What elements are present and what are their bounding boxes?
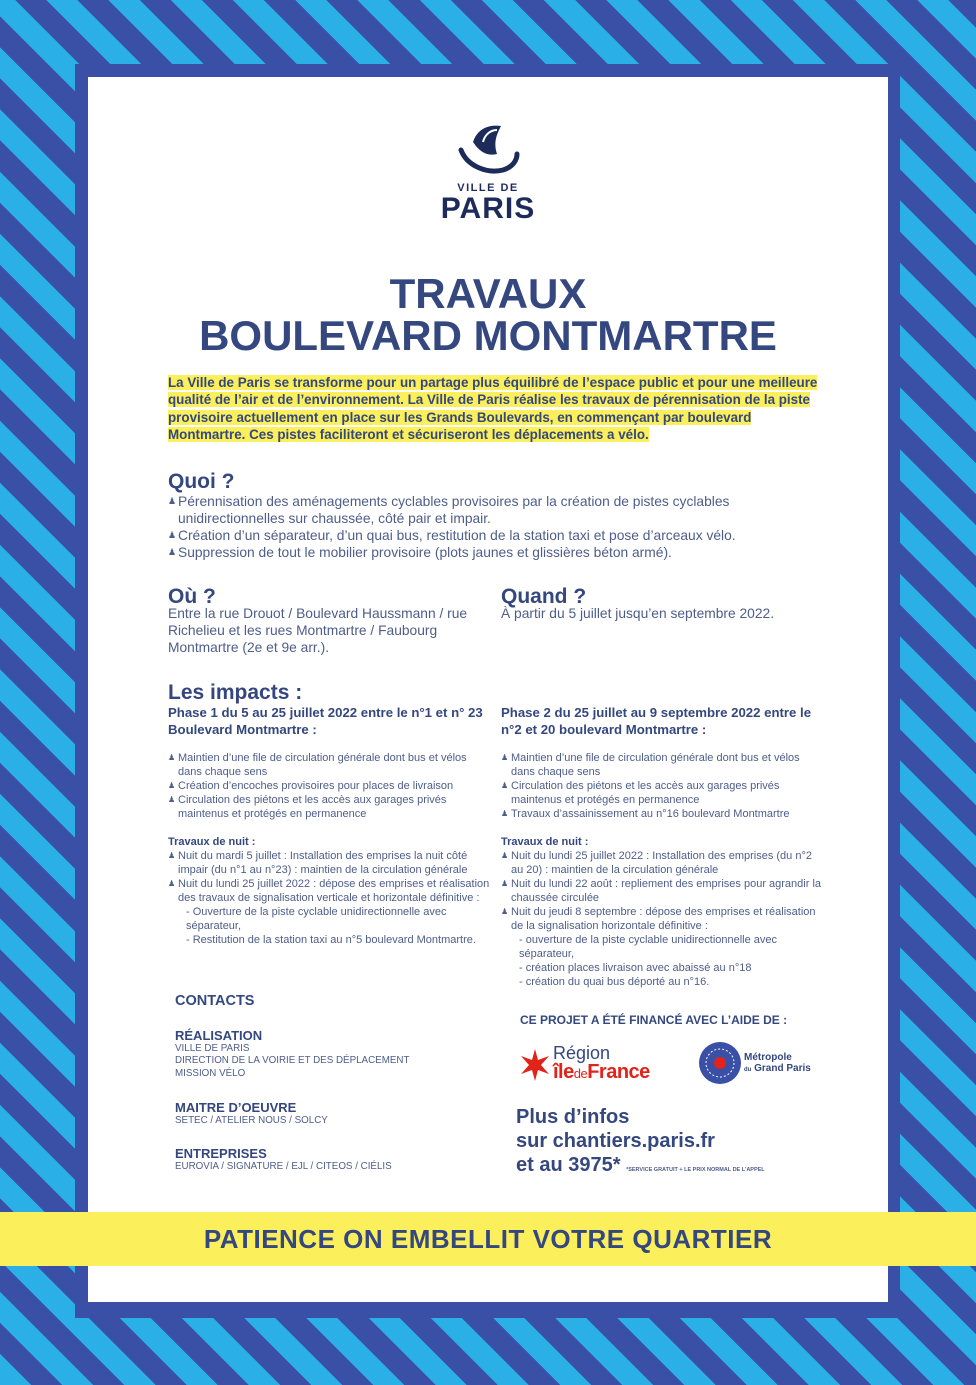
list-item: ♟ Circulation des piétons et les accès aux garages privés maintenus et protégés en permanence — [168, 793, 490, 821]
list-item: ♟ Nuit du lundi 25 juillet 2022 : dépose des emprises et réalisation des travaux de signalisation verticale et horizontale définitive : — [168, 877, 490, 905]
list-item: ♟ Nuit du lundi 25 juillet 2022 : Installation des emprises (du n°2 au 20) : maintien de la circulation générale — [501, 849, 826, 877]
list-item: ♟ Création d’encoches provisoires pour places de livraison — [168, 779, 490, 793]
list-subitem: - ouverture de la piste cyclable unidirectionnelle avec séparateur, — [519, 934, 778, 960]
list-item: ♟ Maintien d’une file de circulation générale dont bus et vélos dans chaque sens — [168, 751, 490, 779]
phase1-night-heading: Travaux de nuit : — [168, 836, 256, 848]
logo-text-paris: PARIS — [440, 192, 536, 225]
quoi-list — [168, 493, 828, 561]
metropole-line2 — [744, 1063, 811, 1076]
contact-line: EUROVIA / SIGNATURE / EJL / CITEOS / CIÉLIS — [175, 1161, 392, 1172]
list-item: ♟ Création d’un séparateur, d’un quai bus, restitution de la station taxi et pose d’arceaux vélo. — [168, 527, 828, 544]
metropole-line1: Métropole — [744, 1052, 792, 1063]
page-title-line1: TRAVAUX — [389, 270, 587, 317]
list-item: ♟ Suppression de tout le mobilier provisoire (plots jaunes et glissières béton armé). — [168, 544, 828, 561]
phase1-title: Phase 1 du 5 au 25 juillet 2022 entre le n°1 et n° 23 Boulevard Montmartre : — [168, 705, 483, 737]
list-item: ♟ Travaux d’assainissement au n°16 boulevard Montmartre — [501, 807, 826, 821]
list-item: ♟ Nuit du mardi 5 juillet : Installation des emprises la nuit côté impair (du n°1 au n°23) : maintien de la circulation générale — [168, 849, 490, 877]
contact-realisation-label: RÉALISATION — [175, 1028, 263, 1043]
bottom-banner: PATIENCE ON EMBELLIT VOTRE QUARTIER — [0, 1212, 976, 1266]
list-item: ♟ Nuit du jeudi 8 septembre : dépose des emprises et réalisation de la signalisation horizontale définitive : — [501, 905, 826, 933]
intro-paragraph — [168, 374, 828, 443]
page-title-line2: BOULEVARD MONTMARTRE — [199, 312, 777, 359]
contact-maitre-label: MAITRE D’OEUVRE — [175, 1100, 297, 1115]
intro-highlight: La Ville de Paris se transforme pour un partage plus équilibré de l’espace public et pour une meilleure qualité de l’air et de l’environnement. La Ville de Paris réalise les travaux de pérennisation de la piste provisoire actuellement en place sur les Grands Boulevards, en commençant par boulevard Montmartre. Ces pistes faciliteront et sécuriseront les déplacements a vélo. — [168, 375, 818, 442]
more-info-block — [516, 1105, 816, 1182]
contact-maitre — [175, 1100, 485, 1127]
region-name-line1: Région — [553, 1043, 611, 1063]
ou-text-content: Entre la rue Drouot / Boulevard Haussmann / rue Richelieu et les rues Montmartre / Faubourg Montmartre (2e et 9e arr.). — [168, 606, 468, 655]
more-info-line3 — [516, 1153, 816, 1182]
contact-entreprises — [175, 1146, 485, 1173]
metropole-logo-icon — [697, 1040, 743, 1086]
funding-heading: CE PROJET A ÉTÉ FINANCÉ AVEC L’AIDE DE : — [520, 1013, 788, 1027]
phase2-list — [501, 751, 826, 989]
list-subitem: - création places livraison avec abaissé au n°18 — [519, 962, 752, 974]
more-info-phone: et au 3975* — [516, 1154, 621, 1176]
region-star-icon — [518, 1048, 552, 1082]
phase1-list — [168, 751, 490, 947]
list-item: ♟ Maintien d’une file de circulation générale dont bus et vélos dans chaque sens — [501, 751, 826, 779]
section-heading-ou: Où ? — [168, 585, 216, 608]
ou-text — [168, 605, 493, 656]
section-heading-quoi: Quoi ? — [168, 470, 235, 493]
region-name-ile: île — [553, 1061, 574, 1083]
contact-line: SETEC / ATELIER NOUS / SOLCY — [175, 1115, 328, 1126]
contact-line: MISSION VÉLO — [175, 1067, 246, 1079]
list-subitem: - création du quai bus déporté au n°16. — [519, 976, 710, 988]
list-item: ♟ Pérennisation des aménagements cyclables provisoires par la création de pistes cyclables unidirectionnelles sur chaussée, côté pair et impair. — [168, 493, 828, 527]
metropole-grand-paris: Grand Paris — [754, 1063, 811, 1074]
quand-text: À partir du 5 juillet jusqu’en septembre 2022. — [501, 606, 775, 621]
region-name-de: de — [573, 1066, 588, 1081]
contacts-heading: CONTACTS — [175, 993, 255, 1009]
more-info-note: *SERVICE GRATUIT + LE PRIX NORMAL DE L’APPEL — [626, 1167, 765, 1173]
contact-line: VILLE DE PARIS — [175, 1043, 250, 1054]
contact-line: DIRECTION DE LA VOIRIE ET DES DÉPLACEMENT — [175, 1055, 410, 1067]
more-info-line1: Plus d’infos — [516, 1106, 630, 1128]
paris-ship-logo-icon — [453, 120, 523, 180]
section-heading-impacts: Les impacts : — [168, 681, 303, 704]
region-name-france: France — [587, 1061, 650, 1083]
metropole-du: du — [744, 1067, 752, 1073]
more-info-line2: sur chantiers.paris.fr — [516, 1130, 715, 1152]
list-item: ♟ Circulation des piétons et les accès aux garages privés maintenus et protégés en permanence — [501, 779, 826, 807]
list-subitem: - Restitution de la station taxi au n°5 boulevard Montmartre. — [186, 934, 476, 946]
phase2-title: Phase 2 du 25 juillet au 9 septembre 2022 entre le n°2 et 20 boulevard Montmartre : — [501, 705, 812, 737]
phase2-night-heading: Travaux de nuit : — [501, 836, 589, 848]
logo-text-ville-de: VILLE DE — [457, 182, 519, 194]
contact-entreprises-label: ENTREPRISES — [175, 1146, 267, 1161]
metropole-name — [744, 1052, 811, 1076]
list-subitem: - Ouverture de la piste cyclable unidirectionnelle avec séparateur, — [186, 906, 447, 932]
list-item: ♟ Nuit du lundi 22 août : repliement des emprises pour agrandir la chaussée circulée — [501, 877, 826, 905]
contact-realisation — [175, 1028, 485, 1080]
section-heading-quand: Quand ? — [501, 585, 587, 608]
region-name-line2 — [553, 1061, 650, 1084]
